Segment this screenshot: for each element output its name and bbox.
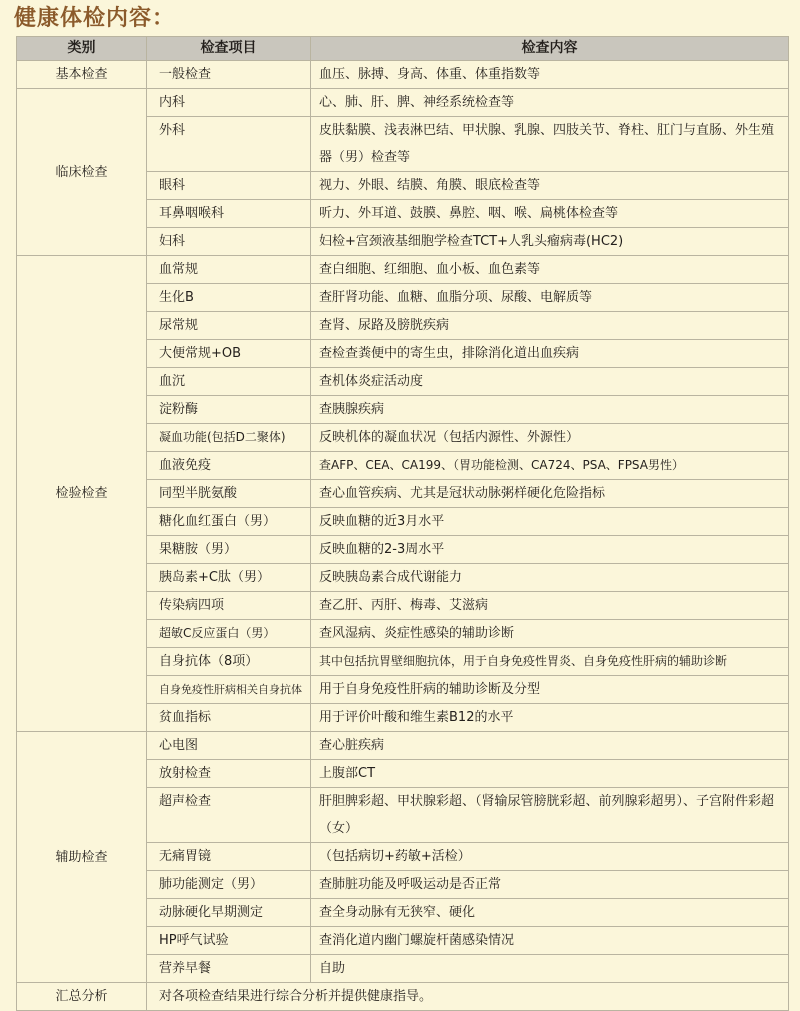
content-cell: 肝胆脾彩超、甲状腺彩超、（肾输尿管膀胱彩超、前列腺彩超男）、子宫附件彩超（女） bbox=[311, 788, 789, 843]
content-cell: 查白细胞、红细胞、血小板、血色素等 bbox=[311, 256, 789, 284]
item-cell: 放射检查 bbox=[147, 760, 311, 788]
content-cell: 查肝肾功能、血糖、血脂分项、尿酸、电解质等 bbox=[311, 284, 789, 312]
content-cell: 查乙肝、丙肝、梅毒、艾滋病 bbox=[311, 592, 789, 620]
content-cell: 反映机体的凝血状况（包括内源性、外源性） bbox=[311, 424, 789, 452]
item-cell: 动脉硬化早期测定 bbox=[147, 899, 311, 927]
content-cell: 反映胰岛素合成代谢能力 bbox=[311, 564, 789, 592]
content-cell: 用于评价叶酸和维生素B12的水平 bbox=[311, 704, 789, 732]
header-content: 检查内容 bbox=[311, 37, 789, 61]
item-cell: 大便常规+OB bbox=[147, 340, 311, 368]
content-cell: 上腹部CT bbox=[311, 760, 789, 788]
content-cell: 血压、脉搏、身高、体重、体重指数等 bbox=[311, 61, 789, 89]
header-category: 类别 bbox=[17, 37, 147, 61]
item-cell: 同型半胱氨酸 bbox=[147, 480, 311, 508]
item-cell: 心电图 bbox=[147, 732, 311, 760]
content-cell: 用于自身免疫性肝病的辅助诊断及分型 bbox=[311, 676, 789, 704]
content-cell: 反映血糖的近3月水平 bbox=[311, 508, 789, 536]
item-cell: 营养早餐 bbox=[147, 955, 311, 983]
item-cell: 自身抗体（8项） bbox=[147, 648, 311, 676]
content-cell: 查机体炎症活动度 bbox=[311, 368, 789, 396]
content-cell: 查AFP、CEA、CA199、（胃功能检测、CA724、PSA、FPSA男性） bbox=[311, 452, 789, 480]
item-cell: 眼科 bbox=[147, 172, 311, 200]
item-cell: 外科 bbox=[147, 117, 311, 172]
health-checkup-table bbox=[16, 36, 789, 1011]
item-cell: 尿常规 bbox=[147, 312, 311, 340]
content-cell: 查消化道内幽门螺旋杆菌感染情况 bbox=[311, 927, 789, 955]
category-cell: 辅助检查 bbox=[17, 732, 147, 983]
item-cell: 贫血指标 bbox=[147, 704, 311, 732]
category-cell: 检验检查 bbox=[17, 256, 147, 732]
content-cell: 查风湿病、炎症性感染的辅助诊断 bbox=[311, 620, 789, 648]
category-cell: 汇总分析 bbox=[17, 983, 147, 1011]
content-cell: （包括病切+药敏+活检） bbox=[311, 843, 789, 871]
category-cell: 临床检查 bbox=[17, 89, 147, 256]
item-cell: 内科 bbox=[147, 89, 311, 117]
table-row bbox=[17, 732, 789, 760]
item-cell: 胰岛素+C肽（男） bbox=[147, 564, 311, 592]
content-cell: 自助 bbox=[311, 955, 789, 983]
item-cell: 肺功能测定（男） bbox=[147, 871, 311, 899]
item-cell: 血常规 bbox=[147, 256, 311, 284]
page-title: 健康体检内容： bbox=[14, 6, 176, 31]
content-cell: 皮肤黏膜、浅表淋巴结、甲状腺、乳腺、四肢关节、脊柱、肛门与直肠、外生殖器（男）检查等 bbox=[311, 117, 789, 172]
item-cell: HP呼气试验 bbox=[147, 927, 311, 955]
content-cell: 反映血糖的2-3周水平 bbox=[311, 536, 789, 564]
content-cell: 妇检+宫颈液基细胞学检查TCT+人乳头瘤病毒(HC2) bbox=[311, 228, 789, 256]
content-cell: 视力、外眼、结膜、角膜、眼底检查等 bbox=[311, 172, 789, 200]
table-row bbox=[17, 256, 789, 284]
content-cell: 查肾、尿路及膀胱疾病 bbox=[311, 312, 789, 340]
item-cell: 超声检查 bbox=[147, 788, 311, 843]
item-cell: 超敏C反应蛋白（男） bbox=[147, 620, 311, 648]
item-cell: 一般检查 bbox=[147, 61, 311, 89]
item-cell: 果糖胺（男） bbox=[147, 536, 311, 564]
table-row bbox=[17, 983, 789, 1011]
table-row bbox=[17, 61, 789, 89]
content-cell: 查心血管疾病、尤其是冠状动脉粥样硬化危险指标 bbox=[311, 480, 789, 508]
item-cell: 妇科 bbox=[147, 228, 311, 256]
item-cell: 无痛胃镜 bbox=[147, 843, 311, 871]
content-cell: 查肺脏功能及呼吸运动是否正常 bbox=[311, 871, 789, 899]
content-cell: 查全身动脉有无狭窄、硬化 bbox=[311, 899, 789, 927]
content-cell: 查检查粪便中的寄生虫，排除消化道出血疾病 bbox=[311, 340, 789, 368]
category-cell: 基本检查 bbox=[17, 61, 147, 89]
item-cell: 传染病四项 bbox=[147, 592, 311, 620]
content-cell: 听力、外耳道、鼓膜、鼻腔、咽、喉、扁桃体检查等 bbox=[311, 200, 789, 228]
item-cell: 生化B bbox=[147, 284, 311, 312]
item-cell: 血液免疫 bbox=[147, 452, 311, 480]
item-cell: 血沉 bbox=[147, 368, 311, 396]
header-item: 检查项目 bbox=[147, 37, 311, 61]
item-cell: 糖化血红蛋白（男） bbox=[147, 508, 311, 536]
item-cell: 自身免疫性肝病相关自身抗体 bbox=[147, 676, 311, 704]
content-cell: 查心脏疾病 bbox=[311, 732, 789, 760]
item-cell: 淀粉酶 bbox=[147, 396, 311, 424]
item-cell: 凝血功能(包括D二聚体) bbox=[147, 424, 311, 452]
summary-content-cell: 对各项检查结果进行综合分析并提供健康指导。 bbox=[147, 983, 789, 1011]
content-cell: 其中包括抗胃壁细胞抗体，用于自身免疫性胃炎、自身免疫性肝病的辅助诊断 bbox=[311, 648, 789, 676]
table-header-row bbox=[17, 37, 789, 61]
content-cell: 查胰腺疾病 bbox=[311, 396, 789, 424]
item-cell: 耳鼻咽喉科 bbox=[147, 200, 311, 228]
content-cell: 心、肺、肝、脾、神经系统检查等 bbox=[311, 89, 789, 117]
table-row bbox=[17, 89, 789, 117]
